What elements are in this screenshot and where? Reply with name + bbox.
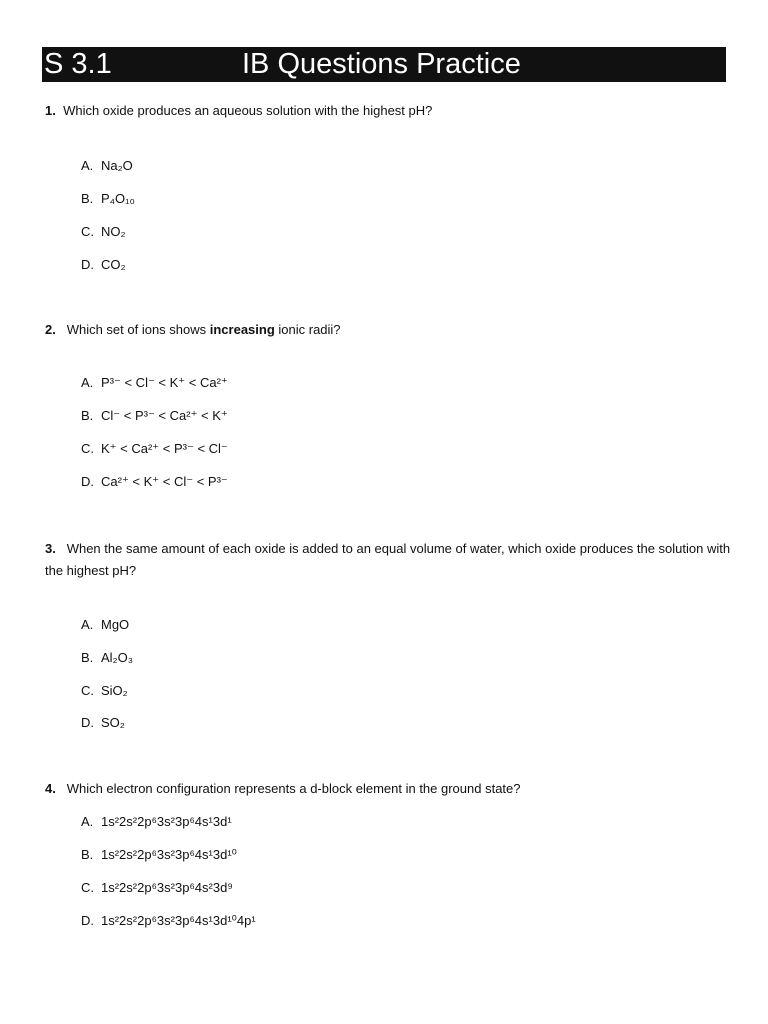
option-letter: D. <box>81 474 94 489</box>
option-text: 1s²2s²2p⁶3s²3p⁶4s¹3d¹ <box>101 814 232 829</box>
option-letter: B. <box>81 650 94 665</box>
question-text-start: Which set of ions shows <box>66 322 210 337</box>
option-2c[interactable] <box>81 440 228 458</box>
question-4 <box>45 778 735 800</box>
option-letter: A. <box>81 375 94 390</box>
option-text: 1s²2s²2p⁶3s²3p⁶4s¹3d¹⁰ <box>101 847 237 862</box>
option-text: P³⁻ < Cl⁻ < K⁺ < Ca²⁺ <box>101 375 228 390</box>
option-2b[interactable] <box>81 407 228 425</box>
page-header <box>42 47 726 82</box>
option-letter: A. <box>81 158 94 173</box>
option-1b[interactable] <box>81 190 135 208</box>
option-letter: B. <box>81 408 94 423</box>
option-3c[interactable] <box>81 682 128 700</box>
option-text: CO₂ <box>101 257 126 272</box>
option-text: Cl⁻ < P³⁻ < Ca²⁺ < K⁺ <box>101 408 228 423</box>
option-text: NO₂ <box>101 224 126 239</box>
question-number: 4. <box>45 781 56 796</box>
option-text: 1s²2s²2p⁶3s²3p⁶4s¹3d¹⁰4p¹ <box>101 913 256 928</box>
option-4c[interactable] <box>81 879 233 897</box>
question-text-emphasis: increasing <box>209 322 275 337</box>
option-4d[interactable] <box>81 912 256 930</box>
option-3d[interactable] <box>81 714 125 732</box>
question-number: 3. <box>45 541 56 556</box>
option-text: SO₂ <box>101 715 125 730</box>
question-1 <box>45 100 735 122</box>
option-letter: C. <box>81 441 94 456</box>
option-letter: D. <box>81 715 94 730</box>
option-letter: A. <box>81 617 94 632</box>
option-1a[interactable] <box>81 157 133 175</box>
option-text: Na₂O <box>101 158 133 173</box>
option-text: P₄O₁₀ <box>101 191 135 206</box>
option-1c[interactable] <box>81 223 126 241</box>
question-2 <box>45 319 735 341</box>
option-letter: C. <box>81 880 94 895</box>
question-3 <box>45 538 735 582</box>
option-text: K⁺ < Ca²⁺ < P³⁻ < Cl⁻ <box>101 441 228 456</box>
option-3b[interactable] <box>81 649 133 667</box>
question-text: Which oxide produces an aqueous solution with the highest pH? <box>63 103 433 118</box>
question-text: When the same amount of each oxide is added to an equal volume of water, which oxide produces the solution with the highest pH? <box>45 541 731 578</box>
question-text-end: ionic radii? <box>274 322 341 337</box>
option-letter: B. <box>81 191 94 206</box>
page-title: IB Questions Practice <box>242 48 521 80</box>
option-text: Al₂O₃ <box>101 650 134 665</box>
option-2d[interactable] <box>81 473 228 491</box>
option-letter: A. <box>81 814 94 829</box>
option-3a[interactable] <box>81 616 129 634</box>
option-text: MgO <box>101 617 130 632</box>
question-number: 2. <box>45 322 56 337</box>
option-2a[interactable] <box>81 374 228 392</box>
option-letter: D. <box>81 913 94 928</box>
option-1d[interactable] <box>81 256 126 274</box>
option-letter: B. <box>81 847 94 862</box>
option-letter: C. <box>81 683 94 698</box>
option-text: SiO₂ <box>101 683 128 698</box>
option-4b[interactable] <box>81 846 237 864</box>
option-letter: D. <box>81 257 94 272</box>
option-4a[interactable] <box>81 813 232 831</box>
question-number: 1. <box>45 103 56 118</box>
option-text: 1s²2s²2p⁶3s²3p⁶4s²3d⁹ <box>101 880 233 895</box>
option-letter: C. <box>81 224 94 239</box>
section-number: S 3.1 <box>44 48 112 80</box>
option-text: Ca²⁺ < K⁺ < Cl⁻ < P³⁻ <box>101 474 228 489</box>
question-text: Which electron configuration represents a d-block element in the ground state? <box>66 781 521 796</box>
